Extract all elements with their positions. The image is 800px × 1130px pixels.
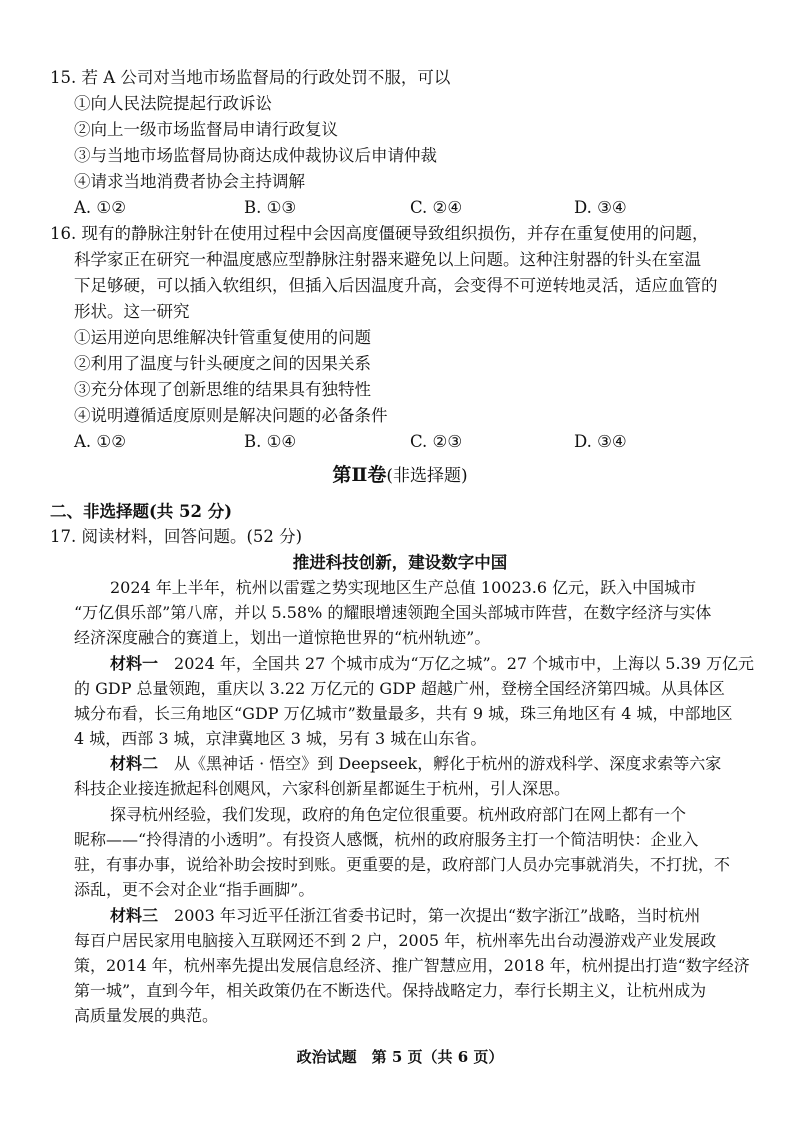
q15-item-3: ③与当地市场监督局协商达成仲裁协议后申请仲裁 <box>74 146 437 165</box>
q17-material-2-line-1 <box>110 752 721 776</box>
q16-stem-line-2: 科学家正在研究一种温度感应型静脉注射器来避免以上问题。这种注射器的针头在室温 <box>74 250 701 269</box>
q17-material-1-label: 材料一 <box>110 654 159 673</box>
section-2-title-main: 第Ⅱ卷 <box>332 464 387 486</box>
q16-option-b: B. ①④ <box>244 432 297 451</box>
q17-material-3-line-1 <box>110 904 700 928</box>
q16-option-c: C. ②③ <box>410 432 463 451</box>
q16-item-3: ③充分体现了创新思维的结果具有独特性 <box>74 380 371 399</box>
q17-material-2b-line-3: 驻，有事办事，说给补助会按时到账。更重要的是，政府部门人员办完事就消失，不打扰，不 <box>74 855 731 874</box>
q16-option-d: D. ③④ <box>574 432 627 451</box>
q17-passage-title: 推进科技创新，建设数字中国 <box>292 553 508 572</box>
q17-material-2-line-2: 科技企业接连掀起科创飓风，六家科创新星都诞生于杭州，引人深思。 <box>74 779 571 798</box>
q17-material-1-line-2: 的 GDP 总量领跑，重庆以 3.22 万亿元的 GDP 超越广州，登榜全国经济第四城。从具体区 <box>74 679 725 698</box>
q17-material-3-line-3: 策，2014 年，杭州率先提出发展信息经济、推广智慧应用，2018 年，杭州提出打造“数字经济 <box>74 956 750 975</box>
q15-option-c: C. ②④ <box>410 198 463 217</box>
q17-material-1-line-4: 4 城，西部 3 城，京津冀地区 3 城，另有 3 城在山东省。 <box>74 729 487 748</box>
q17-intro-line-2: “万亿俱乐部”第八席，并以 5.58% 的耀眼增速领跑全国头部城市阵营，在数字经济与实体 <box>74 603 712 622</box>
q16-stem-line-4: 形状。这一研究 <box>74 302 190 321</box>
q17-material-2-text-1: 从《黑神话 · 悟空》到 Deepseek，孵化于杭州的游戏科学、深度求索等六家 <box>174 754 722 773</box>
q16-item-1: ①运用逆向思维解决针管重复使用的问题 <box>74 328 371 347</box>
q17-material-2b-line-2: 昵称——“拎得清的小透明”。有投资人感慨，杭州的政府服务主打一个简洁明快：企业入 <box>74 830 699 849</box>
q15-option-a: A. ①② <box>74 198 126 217</box>
q15-option-b: B. ①③ <box>244 198 297 217</box>
q17-intro-line-1: 2024 年上半年，杭州以雷霆之势实现地区生产总值 10023.6 亿元，跃入中国城市 <box>110 578 697 597</box>
q16-stem-line-1: 16. 现有的静脉注射针在使用过程中会因高度僵硬导致组织损伤，并存在重复使用的问题， <box>50 224 709 243</box>
q16-item-2: ②利用了温度与针头硬度之间的因果关系 <box>74 354 371 373</box>
q17-material-2-label: 材料二 <box>110 754 159 773</box>
q15-item-2: ②向上一级市场监督局申请行政复议 <box>74 120 338 139</box>
q16-option-a: A. ①② <box>74 432 126 451</box>
q17-stem: 17. 阅读材料，回答问题。(52 分) <box>50 527 303 546</box>
q17-material-1-line-3: 城分布看，长三角地区“GDP 万亿城市”数量最多，共有 9 城，珠三角地区有 4 城，中部地区 <box>74 704 733 723</box>
q17-material-3-line-2: 每百户居民家用电脑接入互联网还不到 2 户，2005 年，杭州率先出台动漫游戏产业发展政 <box>74 931 717 950</box>
q17-material-3-line-5: 高质量发展的典范。 <box>74 1006 219 1025</box>
q17-material-3-text-1: 2003 年习近平任浙江省委书记时，第一次提出“数字浙江”战略，当时杭州 <box>174 906 701 925</box>
q17-material-2b-line-1: 探寻杭州经验，我们发现，政府的角色定位很重要。杭州政府部门在网上都有一个 <box>110 805 687 824</box>
q15-option-d: D. ③④ <box>574 198 627 217</box>
q17-material-2b-line-4: 添乱，更不会对企业“指手画脚”。 <box>74 880 315 899</box>
q15-stem: 15. 若 A 公司对当地市场监督局的行政处罚不服，可以 <box>50 68 451 87</box>
q15-item-1: ①向人民法院提起行政诉讼 <box>74 94 272 113</box>
q17-material-1-line-1 <box>110 652 754 676</box>
q17-material-3-label: 材料三 <box>110 906 159 925</box>
q17-material-1-text-1: 2024 年，全国共 27 个城市成为“万亿之城”。27 个城市中，上海以 5.39 万亿元 <box>174 654 754 673</box>
q15-item-4: ④请求当地消费者协会主持调解 <box>74 172 305 191</box>
q16-stem-line-3: 下足够硬，可以插入软组织，但插入后因温度升高，会变得不可逆转地灵活，适应血管的 <box>74 276 718 295</box>
q16-item-4: ④说明遵循适度原则是解决问题的必备条件 <box>74 406 388 425</box>
q17-material-3-line-4: 第一城”，直到今年，相关政策仍在不断迭代。保持战略定力，奉行长期主义，让杭州成为 <box>74 981 707 1000</box>
page-footer: 政治试题 第 5 页（共 6 页） <box>296 1048 504 1066</box>
part2-heading: 二、非选择题(共 52 分) <box>50 502 233 521</box>
section-2-subtitle: (非选择题) <box>386 466 468 486</box>
q17-intro-line-3: 经济深度融合的赛道上，划出一道惊艳世界的“杭州轨迹”。 <box>74 628 491 647</box>
section-2-title <box>0 462 800 489</box>
